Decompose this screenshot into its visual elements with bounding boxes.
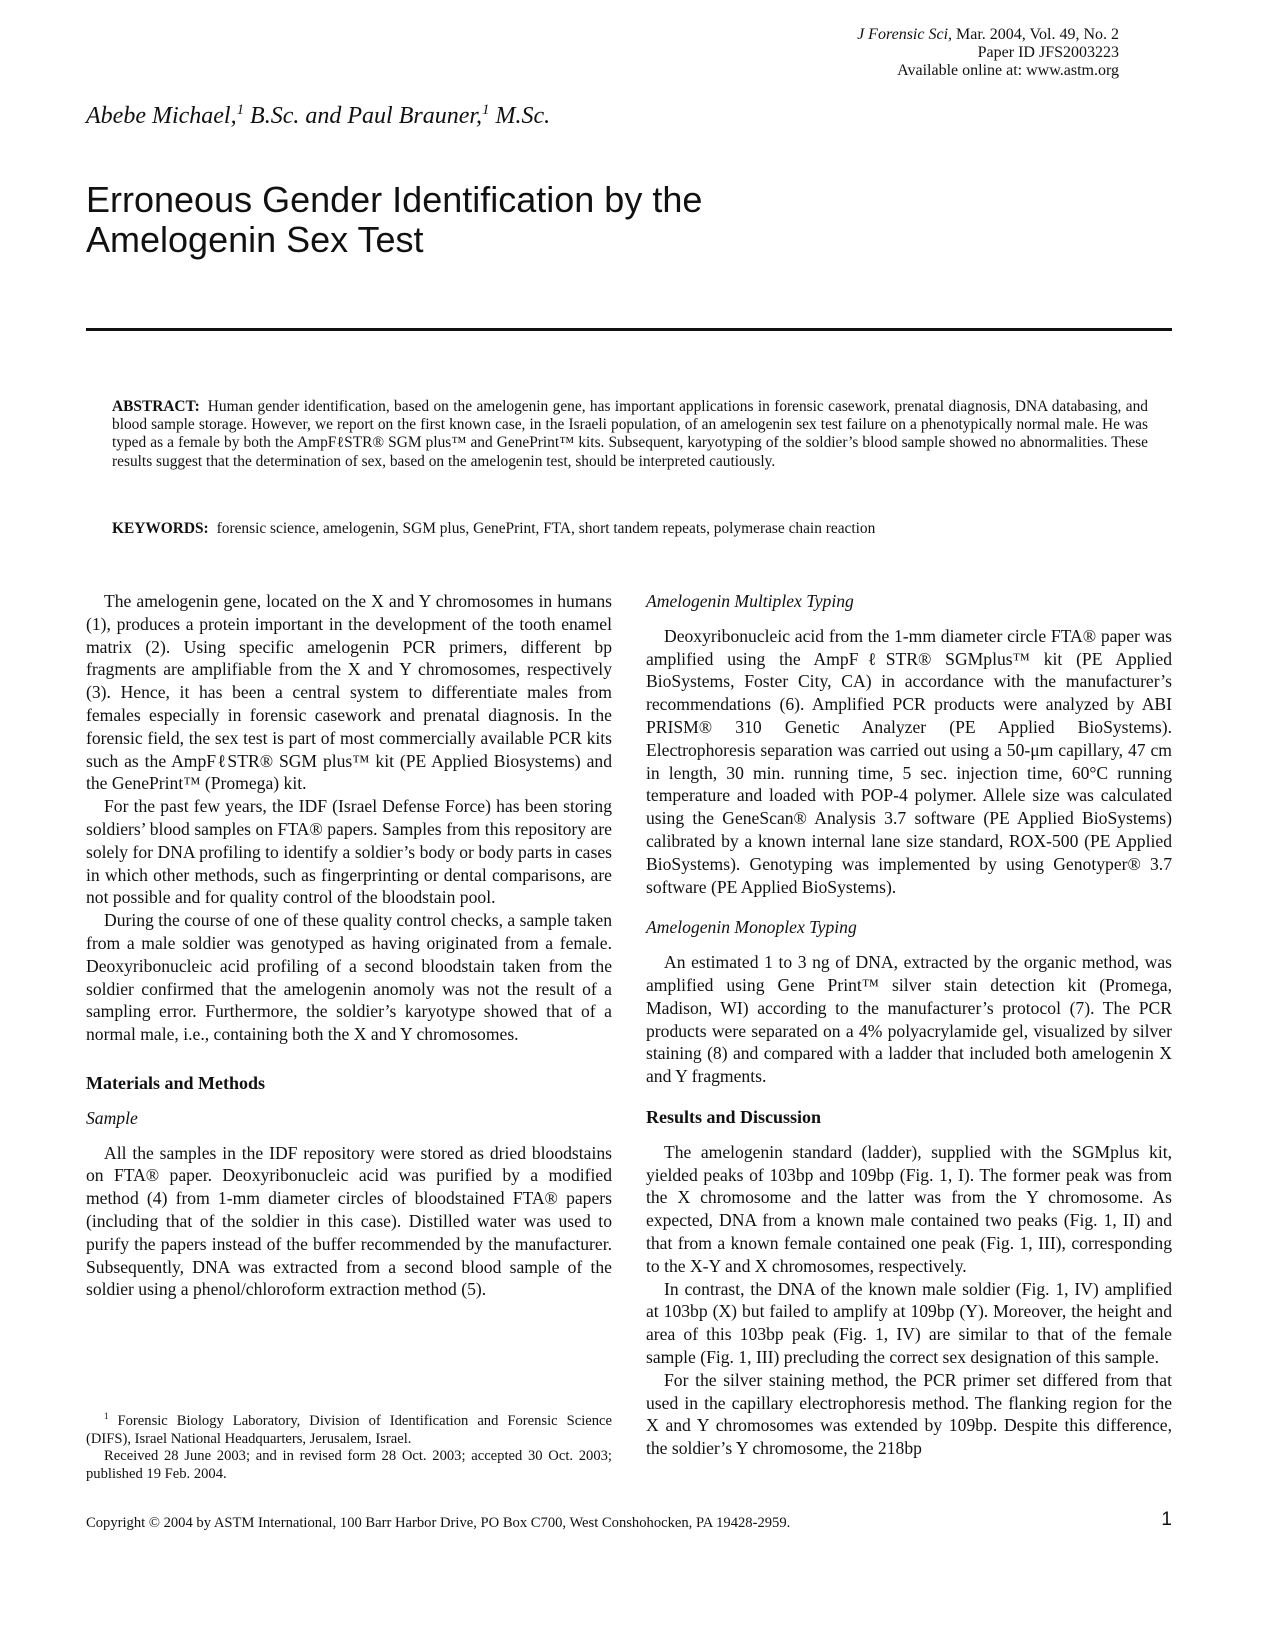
journal-masthead xyxy=(857,26,1119,80)
body-paragraph: For the past few years, the IDF (Israel Defense Force) has been storing soldiers’ blood samples on FTA® papers. Samples from this repository are solely for DNA profiling to identify a soldier’s body or body parts in cases in which other methods, such as fingerprinting or dental comparisons, are not possible and for quality control of the bloodstain pool. xyxy=(86,796,612,908)
body-paragraph: The amelogenin standard (ladder), supplied with the SGMplus kit, yielded peaks of 103bp and 109bp (Fig. 1, I). The former peak was from the X chromosome and the latter was from the Y chromosome. As expected, DNA from a known male contained two peaks (Fig. 1, II) and that from a known female contained one peak (Fig. 1, III), corresponding to the X-Y and X chromosomes, respectively. xyxy=(646,1141,1172,1276)
right-column xyxy=(646,590,1172,1460)
paper-id: Paper ID JFS2003223 xyxy=(977,44,1119,61)
journal-name: J Forensic Sci, xyxy=(857,26,953,43)
journal-issue: Mar. 2004, Vol. 49, No. 2 xyxy=(952,26,1119,43)
author-name: Abebe Michael, xyxy=(86,103,237,129)
affiliation-marker: 1 xyxy=(236,102,245,118)
footnote-affiliation xyxy=(86,1413,612,1448)
copyright-notice: Copyright © 2004 by ASTM International, 100 Barr Harbor Drive, PO Box C700, West Conshohocken, PA 19428-2959. xyxy=(86,1515,791,1531)
keywords xyxy=(112,520,1152,538)
paper-title: Erroneous Gender Identification by the Amelogenin Sex Test xyxy=(86,179,703,260)
subsection-heading-multiplex: Amelogenin Multiplex Typing xyxy=(646,591,854,611)
page-footer xyxy=(86,1509,1172,1533)
title-divider xyxy=(86,328,1172,331)
abstract-label: ABSTRACT: xyxy=(112,398,200,415)
body-paragraph: In contrast, the DNA of the known male soldier (Fig. 1, IV) amplified at 103bp (X) but failed to amplify at 109bp (Y). Moreover, the height and area of this 103bp peak (Fig. 1, IV) are similar to that of the female sample (Fig. 1, III) precluding the correct sex designation of this sample. xyxy=(646,1278,1172,1367)
body-paragraph: Deoxyribonucleic acid from the 1-mm diameter circle FTA® paper was amplified using the AmpFℓSTR® SGMplus™ kit (PE Applied BioSystems, Foster City, CA) in accordance with the manufacturer’s recommendations (6). Amplified PCR products were analyzed by ABI PRISM® 310 Genetic Analyzer (PE Applied BioSystems). Electrophoresis separation was carried out using a 50-μm capillary, 47 cm in length, 30 min. running time, 5 sec. injection time, 60°C running temperature and loaded with POP-4 polymer. Allele size was calculated using the GeneScan® Analysis 3.7 software (PE Applied BioSystems) calibrated by a known internal lane size standard, ROX-500 (PE Applied BioSystems). Genotyping was implemented by using Genotyper® 3.7 software (PE Applied BioSystems). xyxy=(646,625,1172,897)
body-paragraph: For the silver staining method, the PCR primer set differed from that used in the capillary electrophoresis method. The flanking region for the X and Y chromosomes was extended by 109bp. Despite this difference, the soldier’s Y chromosome, the 218bp xyxy=(646,1369,1172,1459)
body-paragraph: The amelogenin gene, located on the X and Y chromosomes in humans (1), produces a protein important in the development of the tooth enamel matrix (2). Using specific amelogenin PCR primers, different bp fragments are amplifiable from the X and Y chromosomes, respectively (3). Hence, it has been a central system to differentiate males from females especially in forensic casework and prenatal diagnosis. In the forensic field, the sex test is part of most commercially available PCR kits such as the AmpFℓSTR® SGM plus™ kit (PE Applied Biosystems) and the GenePrint™ (Promega) kit. xyxy=(86,591,612,794)
left-column xyxy=(86,590,612,1301)
page-number: 1 xyxy=(1161,1509,1172,1530)
online-availability: Available online at: www.astm.org xyxy=(897,62,1119,79)
subsection-heading-monoplex: Amelogenin Monoplex Typing xyxy=(646,917,857,938)
abstract-text: Human gender identification, based on the amelogenin gene, has important applications in forensic casework, prenatal diagnosis, DNA databasing, and blood sample storage. However, we report on the first known case, in the Israeli population, of an amelogenin sex test failure on a phenotypically normal male. He was typed as a female by both the AmpFℓSTR® SGM plus™ and GenePrint™ kits. Subsequent, karyotyping of the soldier’s blood sample showed no abnormalities. These results suggest that the determination of sex, based on the amelogenin test, should be interpreted cautiously. xyxy=(112,398,1148,470)
footnote-marker: 1 xyxy=(104,1411,109,1422)
subsection-heading-sample: Sample xyxy=(86,1107,138,1128)
author-degree: M.Sc. xyxy=(489,103,551,129)
footnote xyxy=(86,1413,612,1483)
author-degree: B.Sc. and Paul Brauner, xyxy=(244,103,483,129)
footnote-affiliation-text: Forensic Biology Laboratory, Division of Identification and Forensic Science (DIFS), Israel National Headquarters, Jerusalem, Israel. xyxy=(86,1413,612,1447)
body-paragraph: During the course of one of these quality control checks, a sample taken from a male soldier was genotyped as having originated from a female. Deoxyribonucleic acid profiling of a second bloodstain taken from the soldier confirmed that the amelogenin anomoly was not the result of a sampling error. Furthermore, the soldier’s karyotype showed that of a normal male, i.e., containing both the X and Y chromosomes. xyxy=(86,910,612,1045)
affiliation-marker: 1 xyxy=(482,102,490,118)
footnote-received: Received 28 June 2003; and in revised form 28 Oct. 2003; accepted 30 Oct. 2003; published 19 Feb. 2004. xyxy=(86,1448,612,1482)
keywords-text: forensic science, amelogenin, SGM plus, GenePrint, FTA, short tandem repeats, polymerase chain reaction xyxy=(216,520,876,537)
section-heading-results: Results and Discussion xyxy=(646,1106,822,1127)
body-paragraph: All the samples in the IDF repository were stored as dried bloodstains on FTA® paper. Deoxyribonucleic acid was purified by a modified method (4) from 1-mm diameter circles of bloodstained FTA® papers (including that of the soldier in this case). Distilled water was used to purify the papers instead of the buffer recommended by the manufacturer. Subsequently, DNA was extracted from a second blood sample of the soldier using a phenol/chloroform extraction method (5). xyxy=(86,1142,612,1300)
section-heading-methods: Materials and Methods xyxy=(86,1072,265,1093)
body-paragraph: An estimated 1 to 3 ng of DNA, extracted by the organic method, was amplified using Gene Print™ silver stain detection kit (Promega, Madison, WI) according to the manufacturer’s protocol (7). The PCR products were separated on a 4% polyacrylamide gel, visualized by silver staining (8) and compared with a ladder that included both amelogenin X and Y fragments. xyxy=(646,952,1172,1087)
abstract xyxy=(112,398,1148,471)
journal-citation xyxy=(857,26,1119,44)
keywords-label: KEYWORDS: xyxy=(112,520,209,537)
author-line xyxy=(86,103,550,130)
